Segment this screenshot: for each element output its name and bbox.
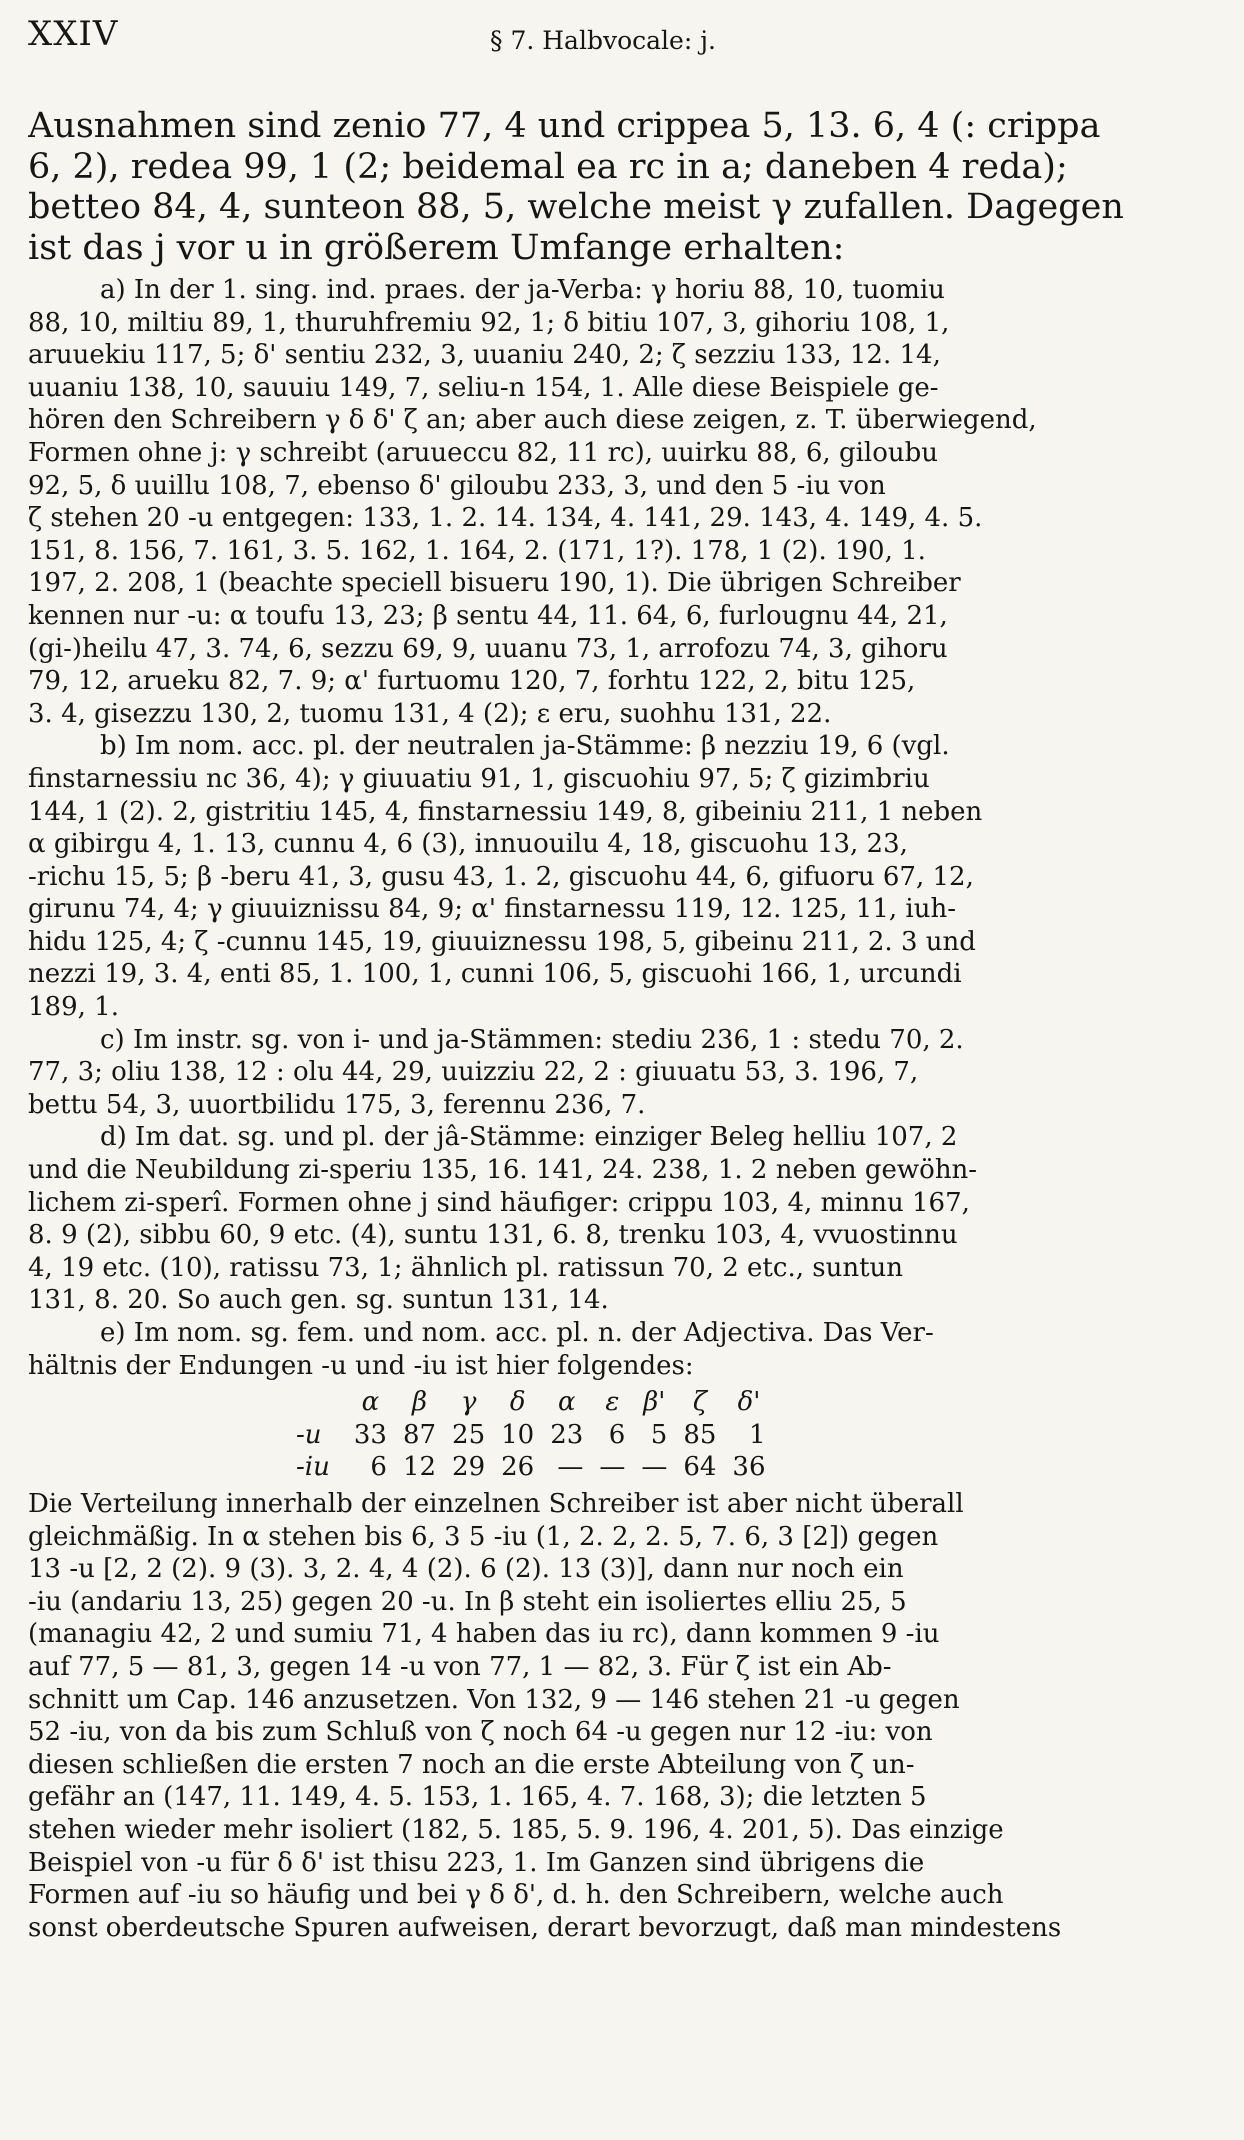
table-cell: 26 (501, 1452, 535, 1483)
table-cell: 6 (608, 1419, 626, 1450)
text-line: -richu 15, 5; β -beru 41, 3, gusu 43, 1. 2, giscuohu 44, 6, gifuoru 67, 12, (28, 861, 974, 892)
table-cell: 85 (683, 1419, 717, 1450)
table-cell: 64 (683, 1452, 717, 1483)
section-d (28, 1121, 1200, 1317)
running-head: § 7. Halbvocale: j. (490, 26, 716, 55)
table-header-cell: β' (643, 1387, 666, 1418)
text-line: gefähr an (147, 11. 149, 4. 5. 153, 1. 165, 4. 7. 168, 3); die letzten 5 (28, 1782, 927, 1813)
table-header-cell: δ' (737, 1387, 761, 1418)
text-line: nezzi 19, 3. 4, enti 85, 1. 100, 1, cunni 106, 5, giscuohi 166, 1, urcundi (28, 959, 962, 990)
text-line: 189, 1. (28, 992, 119, 1023)
text-line: 144, 1 (2). 2, gistritiu 145, 4, finstarnessiu 149, 8, gibeiniu 211, 1 neben (28, 796, 983, 827)
page-header (28, 14, 1200, 64)
text-line: (managiu 42, 2 und sumiu 71, 4 haben das iu rc), dann kommen 9 -iu (28, 1619, 940, 1650)
closing-paragraph (28, 1488, 1200, 1944)
text-line: girunu 74, 4; γ giuuiznissu 84, 9; α' finstarnessu 119, 12. 125, 11, iuh- (28, 894, 957, 925)
text-line: bettu 54, 3, uuortbilidu 175, 3, ferennu 236, 7. (28, 1089, 646, 1120)
table-corner (288, 1386, 346, 1419)
table-cell: 12 (402, 1452, 437, 1483)
text-line: 131, 8. 20. So auch gen. sg. suntun 131, 14. (28, 1285, 609, 1316)
table-cell: 87 (402, 1419, 437, 1450)
text-line: Formen auf -iu so häufig und bei γ δ δ', d. h. den Schreibern, welche auch (28, 1880, 1004, 1911)
text-line: 92, 5, δ uuillu 108, 7, ebenso δ' giloubu 233, 3, und den 5 -iu von (28, 470, 886, 501)
text-line: diesen schließen die ersten 7 noch an die erste Abteilung von ζ un- (28, 1749, 915, 1780)
intro-paragraph (28, 106, 1200, 268)
table-cell: 1 (748, 1419, 766, 1450)
table-row (288, 1419, 774, 1452)
table-row (288, 1451, 774, 1484)
text-line: 77, 3; oliu 138, 12 : olu 44, 29, uuizziu 22, 2 : giuuatu 53, 3. 196, 7, (28, 1057, 919, 1088)
table-header-cell: α (361, 1387, 380, 1418)
page (28, 14, 1200, 1944)
text-line: c) Im instr. sg. von i- und ja-Stämmen: stediu 236, 1 : stedu 70, 2. (100, 1024, 964, 1055)
text-line: 88, 10, miltiu 89, 1, thuruhfremiu 92, 1; δ bitiu 107, 3, gihoriu 108, 1, (28, 307, 950, 338)
table-header-cell: α (558, 1387, 576, 1418)
text-line: Formen ohne j: γ schreibt (aruueccu 82, 11 rc), uuirku 88, 6, giloubu (28, 437, 939, 468)
text-line: Ausnahmen sind zenio 77, 4 und crippea 5, 13. 6, 4 (: crippa (28, 106, 1101, 146)
endings-table (28, 1386, 1200, 1484)
text-line: Beispiel von -u für δ δ' ist thisu 223, 1. Im Ganzen sind übrigens die (28, 1847, 925, 1878)
text-line: α gibirgu 4, 1. 13, cunnu 4, 6 (3), innuouilu 4, 18, giscuohu 13, 23, (28, 829, 908, 860)
text-line: -iu (andariu 13, 25) gegen 20 -u. In β steht ein isoliertes elliu 25, 5 (28, 1586, 907, 1617)
text-line: 6, 2), redea 99, 1 (2; beidemal ea rc in a; daneben 4 reda); (28, 146, 1068, 187)
section-b (28, 730, 1200, 1023)
text-line: 79, 12, arueku 82, 7. 9; α' furtuomu 120, 7, forhtu 122, 2, bitu 125, (28, 666, 916, 697)
text-line: sonst oberdeutsche Spuren aufweisen, derart bevorzugt, daß man mindestens (28, 1912, 1062, 1943)
table-cell: — (599, 1452, 626, 1483)
table-header-cell: ζ (692, 1387, 707, 1418)
text-line: Die Verteilung innerhalb der einzelnen Schreiber ist aber nicht überall (28, 1488, 964, 1519)
section-a (28, 274, 1200, 730)
table-cell: 23 (550, 1419, 584, 1450)
text-line: 13 -u [2, 2 (2). 9 (3). 3, 2. 4, 4 (2). 6 (2). 13 (3)], dann nur noch ein (28, 1554, 904, 1585)
text-line: uuaniu 138, 10, sauuiu 149, 7, seliu-n 154, 1. Alle diese Beispiele ge- (28, 372, 939, 403)
text-line: betteo 84, 4, sunteon 88, 5, welche meist γ zufallen. Dagegen (28, 187, 1124, 227)
text-line: (gi-)heilu 47, 3. 74, 6, sezzu 69, 9, uuanu 73, 1, arrofozu 74, 3, gihoru (28, 633, 948, 664)
table-header-cell: δ (509, 1387, 526, 1418)
text-line: d) Im dat. sg. und pl. der jâ-Stämme: einziger Beleg helliu 107, 2 (100, 1122, 958, 1153)
text-line: ist das j vor u in größerem Umfange erhalten: (28, 227, 845, 268)
table-row-label: -u (296, 1419, 322, 1450)
table-cell: — (557, 1452, 584, 1483)
table-cell: 10 (501, 1419, 535, 1450)
table-cell: 6 (370, 1452, 387, 1483)
table-cell: 33 (353, 1419, 387, 1450)
text-line: 4, 19 etc. (10), ratissu 73, 1; ähnlich pl. ratissun 70, 2 etc., suntun (28, 1252, 904, 1283)
text-line: 151, 8. 156, 7. 161, 3. 5. 162, 1. 164, 2. (171, 1?). 178, 1 (2). 190, 1. (28, 535, 926, 566)
text-line: auf 77, 5 — 81, 3, gegen 14 -u von 77, 1 — 82, 3. Für ζ ist ein Ab- (28, 1651, 892, 1682)
text-line: schnitt um Cap. 146 anzusetzen. Von 132, 9 — 146 stehen 21 -u gegen (28, 1684, 960, 1715)
table-header-cell: ε (605, 1387, 620, 1418)
text-line: b) Im nom. acc. pl. der neutralen ja-Stämme: β nezziu 19, 6 (vgl. (100, 731, 950, 762)
table-row-label: -iu (296, 1452, 330, 1483)
table-cell: 29 (452, 1452, 486, 1483)
table-header-cell: γ (460, 1387, 477, 1418)
text-line: e) Im nom. sg. fem. und nom. acc. pl. n. der Adjectiva. Das Ver- (100, 1318, 934, 1348)
text-line: lichem zi-sperî. Formen ohne j sind häufiger: crippu 103, 4, minnu 167, (28, 1187, 970, 1218)
table-cell: 25 (452, 1419, 486, 1450)
table-cell: 36 (732, 1452, 766, 1483)
table-header-cell: β (411, 1387, 428, 1418)
section-c (28, 1024, 1200, 1122)
text-line: a) In der 1. sing. ind. praes. der ja-Verba: γ horiu 88, 10, tuomiu (100, 275, 945, 305)
text-line: 52 -iu, von da bis zum Schluß von ζ noch 64 -u gegen nur 12 -iu: von (28, 1717, 933, 1748)
text-line: 197, 2. 208, 1 (beachte speciell bisueru 190, 1). Die übrigen Schreiber (28, 568, 961, 599)
text-line: stehen wieder mehr isoliert (182, 5. 185, 5. 9. 196, 4. 201, 5). Das einzige (28, 1814, 1004, 1845)
text-line: ζ stehen 20 -u entgegen: 133, 1. 2. 14. 134, 4. 141, 29. 143, 4. 149, 4. 5. (28, 503, 983, 534)
text-line: hören den Schreibern γ δ δ' ζ an; aber auch diese zeigen, z. T. überwiegend, (28, 405, 1037, 436)
text-line: kennen nur -u: α toufu 13, 23; β sentu 44, 11. 64, 6, furlougnu 44, 21, (28, 600, 948, 631)
table-cell: — (641, 1452, 668, 1483)
body-text (28, 274, 1200, 1944)
text-line: aruuekiu 117, 5; δ' sentiu 232, 3, uuaniu 240, 2; ζ sezziu 133, 12. 14, (28, 340, 941, 371)
section-e (28, 1317, 1200, 1382)
text-line: 3. 4, gisezzu 130, 2, tuomu 131, 4 (2); ε eru, suohhu 131, 22. (28, 698, 832, 729)
page-number: XXIV (28, 14, 119, 54)
endings-table-grid (288, 1386, 774, 1484)
text-line: 8. 9 (2), sibbu 60, 9 etc. (4), suntu 131, 6. 8, trenku 103, 4, vvuostinnu (28, 1220, 958, 1251)
table-cell: 5 (650, 1419, 668, 1450)
text-line: finstarnessiu nc 36, 4); γ giuuatiu 91, 1, giscuohiu 97, 5; ζ gizimbriu (28, 763, 930, 794)
text-line: hidu 125, 4; ζ -cunnu 145, 19, giuuiznessu 198, 5, gibeinu 211, 2. 3 und (28, 926, 976, 957)
text-line: und die Neubildung zi-speriu 135, 16. 141, 24. 238, 1. 2 neben gewöhn- (28, 1155, 978, 1186)
text-line: gleichmäßig. In α stehen bis 6, 3 5 -iu (1, 2. 2, 2. 5, 7. 6, 3 [2]) gegen (28, 1521, 939, 1552)
text-line: hältnis der Endungen -u und -iu ist hier folgendes: (28, 1350, 694, 1381)
table-header-row (288, 1386, 774, 1419)
